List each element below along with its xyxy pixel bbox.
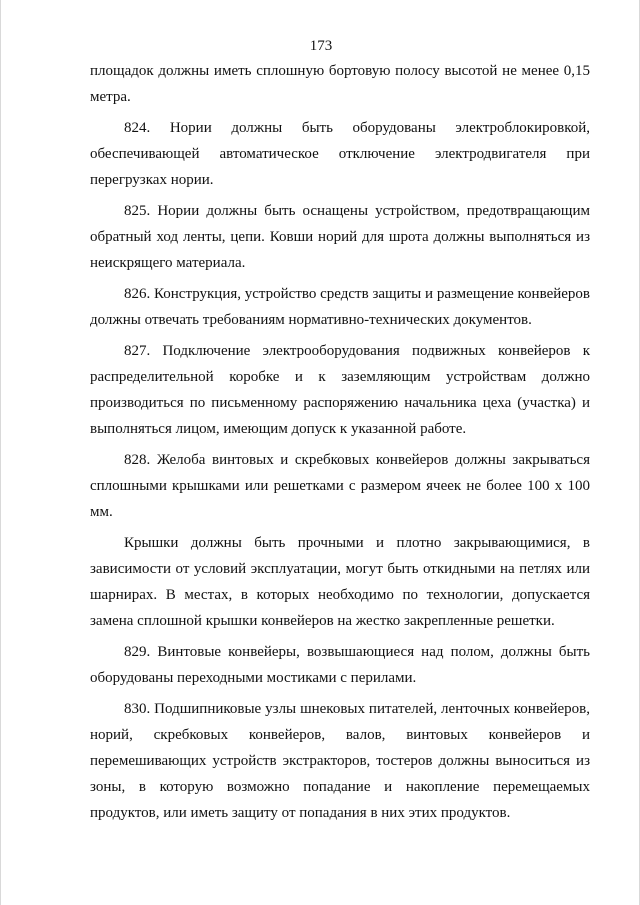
- paragraph-827: 827. Подключение электрооборудования подвижных конвейеров к распределительной коробке и к заземляющим устройствам должно производиться по письменному распоряжению начальника цеха (участка) и выполняться лицом, имеющим допуск к указанной работе.: [90, 343, 590, 437]
- paragraph-829: 829. Винтовые конвейеры, возвышающиеся над полом, должны быть оборудованы переходными мостиками с перилами.: [90, 644, 590, 686]
- paragraph-824: 824. Нории должны быть оборудованы электроблокировкой, обеспечивающей автоматическое отключение электродвигателя при перегрузках нории.: [90, 120, 590, 188]
- paragraph-826: 826. Конструкция, устройство средств защиты и размещение конвейеров должны отвечать требованиям нормативно-технических документов.: [90, 286, 590, 328]
- paragraph-830: 830. Подшипниковые узлы шнековых питателей, ленточных конвейеров, норий, скребковых конвейеров, валов, винтовых конвейеров и перемешивающих устройств экстракторов, тостеров должны выноситься из зоны, в которую возможно попадание и накопление перемещаемых продуктов, или иметь защиту от попадания в них этих продуктов.: [90, 701, 590, 821]
- page-number: 173: [309, 38, 333, 54]
- paragraph-continuation: площадок должны иметь сплошную бортовую полосу высотой не менее 0,15 метра.: [90, 63, 590, 105]
- document-body: [90, 58, 590, 826]
- paragraph-828: 828. Желоба винтовых и скребковых конвейеров должны закрываться сплошными крышками или решетками с размером ячеек не более 100 х 100 мм.: [90, 452, 590, 520]
- paragraph-825: 825. Нории должны быть оснащены устройством, предотвращающим обратный ход ленты, цепи. Ковши норий для шрота должны выполняться из неискрящего материала.: [90, 203, 590, 271]
- paragraph-828-covers: Крышки должны быть прочными и плотно закрывающимися, в зависимости от условий эксплуатации, могут быть откидными на петлях или шарнирах. В местах, в которых необходимо по технологии, допускается замена сплошной крышки конвейеров на жестко закрепленные решетки.: [90, 535, 590, 629]
